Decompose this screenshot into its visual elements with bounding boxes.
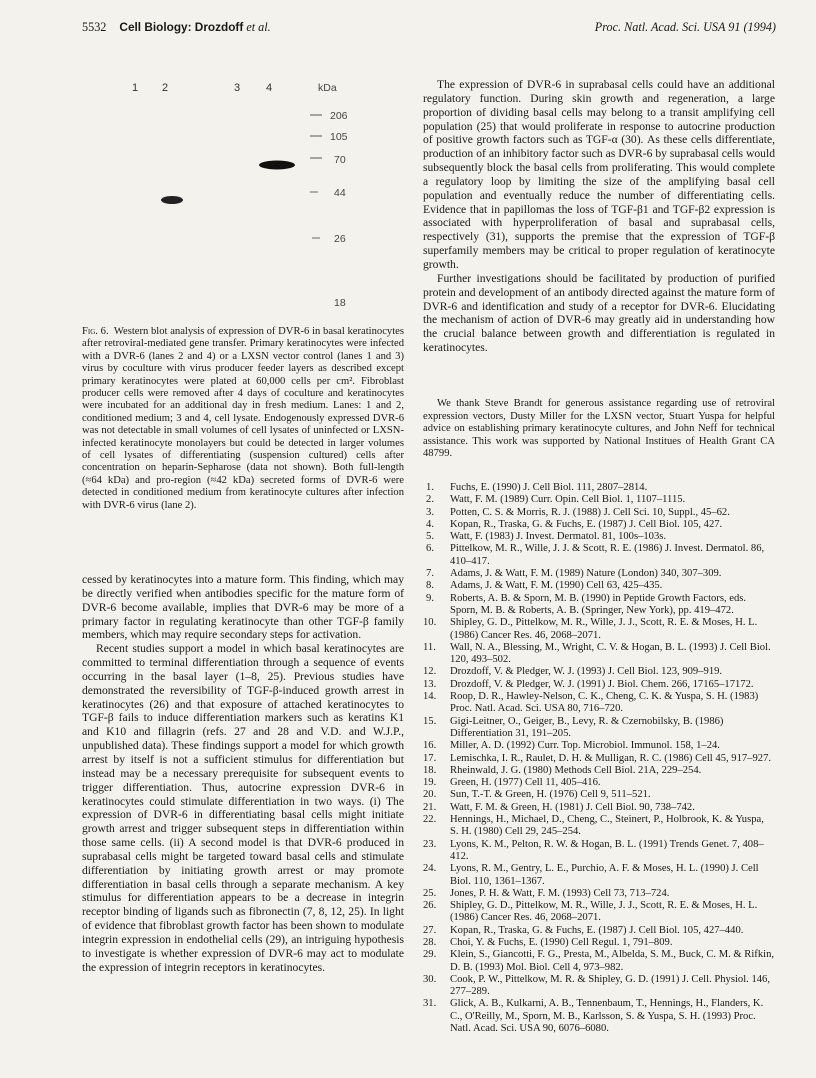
reference-text: Fuchs, E. (1990) J. Cell Biol. 111, 2807–2814. — [450, 482, 648, 493]
reference-item — [423, 925, 775, 937]
reference-item — [423, 998, 775, 1035]
reference-text: Cook, P. W., Pittelkow, M. R. & Shipley, G. D. (1991) J. Cell. Physiol. 146, 277–289. — [450, 973, 770, 998]
marker-label: 44 — [334, 187, 346, 199]
marker-label: 26 — [334, 233, 346, 245]
reference-text: Adams, J. & Watt, F. M. (1990) Cell 63, 425–435. — [450, 580, 663, 592]
right-column-body — [423, 78, 775, 355]
reference-number: 6. — [426, 543, 434, 555]
reference-text: Jones, P. H. & Watt, F. M. (1993) Cell 73, 713–724. — [450, 887, 670, 899]
reference-number: 14. — [423, 691, 437, 703]
reference-number: 20. — [423, 789, 437, 801]
reference-number: 12. — [423, 666, 437, 678]
reference-item — [423, 593, 775, 618]
reference-item — [423, 900, 775, 925]
reference-item — [423, 888, 775, 900]
reference-text: Shipley, G. D., Pittelkow, M. R., Wille, J. J., Scott, R. E. & Moses, H. L. (1986) Cancer Res. 46, 2068–2071. — [450, 900, 758, 924]
protein-band-lane2-42kda — [161, 196, 183, 204]
reference-item — [423, 507, 775, 519]
reference-number: 23. — [423, 838, 437, 850]
body-paragraph: The expression of DVR-6 in suprabasal cells could have an additional regulatory function. During skin growth and regeneration, a large proportion of dividing basal cells may belong to a transit amplifying cell population (25) that would proliferate in response to autocrine production of positive growth factors such as TGF-α (30). As these cells differentiate, production of an inhibitory factor such as DVR-6 by suprabasal cells would subsequently block the basal cells from proliferating. This would complete a regulatory loop by limiting the size of the amplifying basal cell population and eventually reduce the number of differentiating cells. Evidence that in papillomas the loss of TGF-β1 and TGF-β2 expression is associated with hyperproliferation of basal and suprabasal cells, respectively (31), supports the premise that the expression of TGF-β superfamily members may be critical to proper regulation of keratinocyte growth. — [423, 78, 775, 271]
figure-caption — [82, 326, 404, 512]
reference-number: 24. — [423, 863, 437, 875]
reference-number: 30. — [423, 973, 437, 985]
reference-item — [423, 974, 775, 999]
reference-text: Hennings, H., Michael, D., Cheng, C., Steinert, P., Holbrook, K. & Yuspa, S. H. (1980) Cell 29, 245–254. — [450, 814, 764, 838]
reference-text: Pittelkow, M. R., Wille, J. J. & Scott, R. E. (1986) J. Invest. Dermatol. 86, 410–417. — [450, 543, 765, 567]
reference-number: 2. — [426, 494, 434, 506]
acknowledgment — [423, 398, 775, 461]
reference-number: 17. — [423, 752, 437, 764]
reference-number: 7. — [426, 568, 434, 580]
reference-item — [423, 802, 775, 814]
reference-text: Klein, S., Giancotti, F. G., Presta, M., Albelda, S. M., Buck, C. M. & Rifkin, D. B. (1993) Mol. Biol. Cell 4, 973–982. — [450, 949, 775, 973]
reference-text: Potten, C. S. & Morris, R. J. (1988) J. Cell Sci. 10, Suppl., 45–62. — [450, 506, 730, 518]
reference-item — [423, 937, 775, 949]
reference-number: 29. — [423, 949, 437, 961]
reference-number: 3. — [426, 506, 434, 518]
reference-number: 22. — [423, 814, 437, 826]
reference-number: 13. — [423, 678, 437, 690]
reference-item — [423, 863, 775, 888]
reference-number: 10. — [423, 617, 437, 629]
reference-number: 5. — [426, 531, 434, 543]
reference-text: Choi, Y. & Fuchs, E. (1990) Cell Regul. 1, 791–809. — [450, 936, 673, 948]
reference-text: Rheinwald, J. G. (1980) Methods Cell Biol. 21A, 229–254. — [450, 764, 702, 776]
reference-text: Watt, F. M. (1989) Curr. Opin. Cell Biol. 1, 1107–1115. — [450, 494, 686, 506]
reference-number: 27. — [423, 924, 437, 936]
reference-number: 15. — [423, 715, 437, 727]
reference-item — [423, 765, 775, 777]
reference-number: 18. — [423, 764, 437, 776]
reference-number: 1. — [426, 482, 434, 493]
reference-item — [423, 494, 775, 506]
reference-text: Lemischka, I. R., Raulet, D. H. & Mulligan, R. C. (1986) Cell 45, 917–927. — [450, 752, 772, 764]
reference-number: 9. — [426, 592, 434, 604]
reference-number: 4. — [426, 518, 434, 530]
reference-item — [423, 716, 775, 741]
reference-number: 11. — [423, 641, 436, 653]
reference-item — [423, 519, 775, 531]
reference-text: Glick, A. B., Kulkarni, A. B., Tennenbaum, T., Hennings, H., Flanders, K. C., O'Reilly, M., Sporn, M. B., Karlsson, S. & Yuspa, S. H. (1993) Proc. Natl. Acad. Sci. USA 90, 6076–6080. — [450, 998, 764, 1035]
reference-item — [423, 679, 775, 691]
reference-item — [423, 691, 775, 716]
marker-label: 105 — [330, 131, 348, 143]
lane-label: 1 — [132, 82, 139, 94]
western-blot-figure — [82, 75, 404, 313]
figure-label: Fig. 6. — [82, 326, 109, 337]
lane-label: 2 — [162, 82, 169, 94]
reference-item — [423, 531, 775, 543]
reference-item — [423, 666, 775, 678]
reference-item — [423, 789, 775, 801]
reference-text: Kopan, R., Traska, G. & Fuchs, E. (1987) J. Cell Biol. 105, 427–440. — [450, 924, 744, 936]
reference-item — [423, 839, 775, 864]
reference-text: Gigi-Leitner, O., Geiger, B., Levy, R. & Czernobilsky, B. (1986) Differentiation 31, 191–205. — [450, 715, 724, 739]
reference-item — [423, 949, 775, 974]
reference-item — [423, 543, 775, 568]
reference-item — [423, 617, 775, 642]
reference-text: Shipley, G. D., Pittelkow, M. R., Wille, J. J., Scott, R. E. & Moses, H. L. (1986) Cancer Res. 46, 2068–2071. — [450, 617, 758, 641]
body-paragraph: Recent studies support a model in which basal keratinocytes are committed to terminal differentiation through a sequence of events occurring in the basal layer (1–8, 25). Previous studies have demonstrated the reversibility of TGF-β-induced growth arrest in keratinocytes (26) and that exposure of attached keratinocytes to TGF-β fails to induce differentiation markers such as keratins K1 and K10 and fillagrin (refs. 27 and 28 and V.D. and W.J.P., unpublished data). These findings support a model for which growth arrest by itself is not a sufficient stimulus for differentiation but instead may be a necessary prerequisite for subsequent events to trigger differentiation. Thus, autocrine expression DVR-6 in keratinocytes could stimulate differentiation in two ways. (i) The expression of DVR-6 in differentiating basal cells might initiate growth arrest and trigger subsequent steps in differentiation within those same cells. (ii) A second model is that DVR-6 produced in suprabasal cells might be targeted toward basal cells and stimulate differentiation by initiating growth arrest or may promote differentiation in basal cells through a separate mechanism. A key stimulus for differentiation appears to be a decrease in integrin receptor binding of ligands such as fibronectin (7, 8, 12, 25). In light of evidence that fibroblast growth factor has been shown to modulate integrin expression in endothelial cells (29), an intriguing hypothesis to investigate is whether expression of DVR-6 may act to modulate the expression of integrin receptors in keratinocytes. — [82, 642, 404, 974]
lane-label: 3 — [234, 82, 241, 94]
page-number: 5532 — [82, 20, 107, 34]
reference-number: 21. — [423, 801, 437, 813]
reference-list — [423, 482, 775, 1035]
reference-text: Drozdoff, V. & Pledger, W. J. (1993) J. Cell Biol. 123, 909–919. — [450, 666, 723, 678]
running-header-left — [82, 20, 271, 35]
marker-label: 206 — [330, 110, 348, 122]
reference-number: 26. — [423, 900, 437, 912]
reference-item — [423, 642, 775, 667]
reference-text: Watt, F. (1983) J. Invest. Dermatol. 81, 100s–103s. — [450, 531, 667, 543]
body-paragraph: Further investigations should be facilitated by production of purified protein and development of an antibody directed against the mature form of DVR-6 and identification and study of a receptor for DVR-6. Elucidating the mechanism of action of DVR-6 may greatly aid in understanding how the crucial balance between growth and differentiation is regulated in keratinocytes. — [423, 271, 775, 355]
section-title: Cell Biology: Drozdoff — [119, 20, 244, 34]
reference-text: Adams, J. & Watt, F. M. (1989) Nature (London) 340, 307–309. — [450, 568, 722, 580]
lane-label: 4 — [266, 82, 273, 94]
reference-text: Watt, F. M. & Green, H. (1981) J. Cell Biol. 90, 738–742. — [450, 801, 695, 813]
reference-text: Roberts, A. B. & Sporn, M. B. (1990) in Peptide Growth Factors, eds. Sporn, M. B. & Roberts, A. B. (Springer, New York), pp. 419–472. — [450, 592, 747, 616]
reference-item — [423, 777, 775, 789]
kda-unit-label: kDa — [318, 82, 337, 94]
marker-label: 18 — [334, 297, 346, 309]
reference-item — [423, 568, 775, 580]
reference-number: 19. — [423, 777, 437, 789]
reference-item — [423, 814, 775, 839]
acknowledgment-text: We thank Steve Brandt for generous assistance regarding use of retroviral expression vectors, Dusty Miller for the LXSN vector, Stuart Yuspa for helpful advice on establishing primary keratinocyte cultures, and John Neff for technical assistance. This work was supported by National Institues of Health Grant CA 48799. — [423, 398, 775, 459]
reference-number: 31. — [423, 998, 437, 1010]
reference-text: Wall, N. A., Blessing, M., Wright, C. V. & Hogan, B. L. (1993) J. Cell Biol. 120, 493–502. — [450, 641, 771, 666]
body-paragraph: cessed by keratinocytes into a mature form. This finding, which may be directly verified when antibodies specific for the mature form of DVR-6 become available, implies that DVR-6 may be more of a primary factor in regulating keratinocyte than other TGF-β family members, which may require secondary steps for activation. — [82, 573, 404, 642]
reference-item — [423, 753, 775, 765]
reference-number: 25. — [423, 887, 437, 899]
reference-number: 16. — [423, 740, 437, 752]
marker-label: 70 — [334, 154, 346, 166]
reference-number: 8. — [426, 580, 434, 592]
reference-text: Lyons, R. M., Gentry, L. E., Purchio, A. F. & Moses, H. L. (1990) J. Cell Biol. 110, 1361–1367. — [450, 863, 759, 887]
authors-suffix: et al. — [246, 20, 271, 34]
reference-item — [423, 740, 775, 752]
reference-item — [423, 580, 775, 592]
reference-text: Miller, A. D. (1992) Curr. Top. Microbiol. Immunol. 158, 1–24. — [450, 740, 720, 752]
reference-text: Lyons, K. M., Pelton, R. W. & Hogan, B. L. (1991) Trends Genet. 7, 408–412. — [450, 838, 764, 862]
journal-citation: Proc. Natl. Acad. Sci. USA 91 (1994) — [594, 20, 776, 34]
reference-number: 28. — [423, 936, 437, 948]
figure-caption-text: Western blot analysis of expression of DVR-6 in basal keratinocytes after retroviral-mediated gene transfer. Primary keratinocytes were infected with a DVR-6 (lanes 2 and 4) or a LXSN vector control (lanes 1 and 3) virus by coculture with virus producer feeder layers as described except primary keratinocytes were plated at 60,000 cells per cm². Fibroblast producer cells were removed after 4 days of coculture and keratinocytes were incubated for an additional day in fresh medium. Lanes: 1 and 2, conditioned medium; 3 and 4, cell lysate. Endogenously expressed DVR-6 was not detectable in small volumes of cell lysates of uninfected or LXSN-infected keratinocyte monolayers but could be detected in larger volumes of cell lysates of differentiating (suspension cultured) cells after concentration on heparin-Sepharose (data not shown). Both full-length (≈64 kDa) and pro-region (≈42 kDa) secreted forms of DVR-6 were detected in conditioned medium from keratinocyte cultures after infection with DVR-6 virus (lane 2). — [82, 326, 404, 511]
reference-text: Kopan, R., Traska, G. & Fuchs, E. (1987) J. Cell Biol. 105, 427. — [450, 518, 723, 530]
reference-item — [423, 482, 775, 494]
reference-text: Sun, T.-T. & Green, H. (1976) Cell 9, 511–521. — [450, 789, 651, 801]
reference-text: Roop, D. R., Hawley-Nelson, C. K., Cheng, C. K. & Yuspa, S. H. (1983) Proc. Natl. Acad. Sci. USA 80, 716–720. — [450, 691, 759, 715]
reference-text: Green, H. (1977) Cell 11, 405–416. — [450, 777, 601, 789]
reference-text: Drozdoff, V. & Pledger, W. J. (1991) J. Biol. Chem. 266, 17165–17172. — [450, 678, 754, 690]
left-column-body — [82, 573, 404, 974]
protein-band-lane4-70kda — [259, 161, 295, 170]
